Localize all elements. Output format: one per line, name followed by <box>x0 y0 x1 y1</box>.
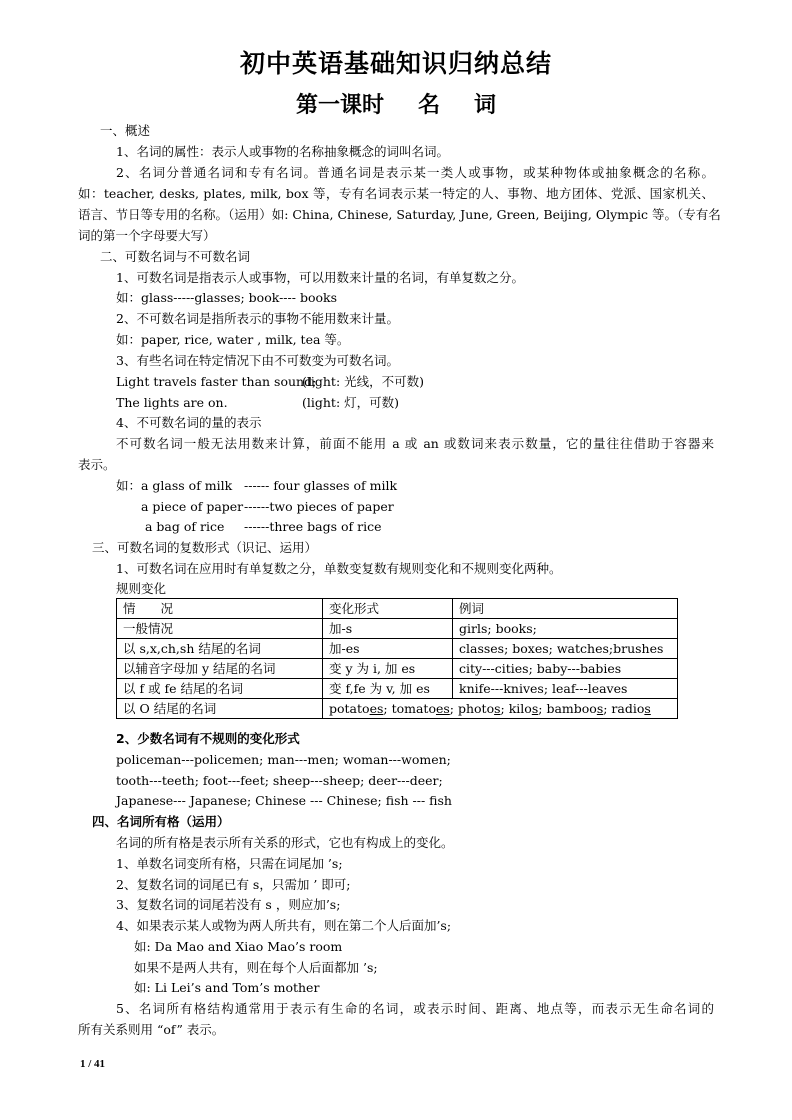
example-line: a bag of rice <box>145 519 225 534</box>
paragraph-line: 1、可数名词在应用时有单复数之分，单数变复数有规则变化和不规则变化两种。 <box>116 561 562 576</box>
example-line: 如：glass-----glasses; book---- books <box>116 290 337 305</box>
example-separator: ; <box>538 701 547 716</box>
example-word-suffix: s <box>644 701 651 716</box>
example-line: ------ four glasses of milk <box>244 478 398 493</box>
paragraph-line: 1、名词的属性：表示人或事物的名称抽象概念的词叫名词。 <box>116 144 449 159</box>
table-cell: city---cities; baby---babies <box>453 659 678 679</box>
table-row <box>117 679 678 699</box>
paragraph-line: 如：teacher, desks, plates, milk, box 等，专有名词表示某一特定的人、事物、地方团体、党派、国家机关、 <box>78 186 714 201</box>
example-word-suffix: es <box>435 701 450 716</box>
paragraph-line: 名词的所有格是表示所有关系的形式，它也有构成上的变化。 <box>116 835 454 850</box>
table-cell: 变 f,fe 为 v, 加 es <box>323 679 453 699</box>
table-row <box>117 619 678 639</box>
lesson-word-1: 名 <box>417 93 440 118</box>
table-cell: classes; boxes; watches;brushes <box>453 639 678 659</box>
example-line: 如：a glass of milk <box>116 478 233 493</box>
table-cell: 一般情况 <box>117 619 323 639</box>
table-cell: girls; books; <box>453 619 678 639</box>
paragraph-line: 1、单数名词变所有格，只需在词尾加 ’s; <box>116 856 343 871</box>
table-cell-o-examples <box>323 699 678 719</box>
section-heading-4: 四、名词所有格（运用） <box>92 814 230 829</box>
paragraph-line: 语言、节日等专用的名称。（运用）如: China, Chinese, Saturday, June, Green, Beijing, Olympic 等。（专有名 <box>78 207 721 222</box>
example-line: ------three bags of rice <box>244 519 382 534</box>
table-cell: 以 s,x,ch,sh 结尾的名词 <box>117 639 323 659</box>
document-title: 初中英语基础知识归纳总结 <box>239 49 552 78</box>
paragraph-line: 表示。 <box>78 457 116 472</box>
example-line: The lights are on. <box>116 395 228 410</box>
section-heading-1: 一、概述 <box>100 123 151 138</box>
example-line: Japanese--- Japanese; Chinese --- Chinese; fish --- fish <box>116 793 452 808</box>
table-header-cell: 情 况 <box>117 599 323 619</box>
example-word-suffix: s <box>494 701 501 716</box>
example-note: (light: 光线，不可数) <box>302 374 425 389</box>
plural-rules-table <box>116 598 678 719</box>
table-row <box>117 699 678 719</box>
paragraph-line: 3、复数名词的词尾若没有 s ，则应加’s; <box>116 897 341 912</box>
table-header-cell: 变化形式 <box>323 599 453 619</box>
example-word-stem: photo <box>457 701 495 716</box>
table-caption: 规则变化 <box>116 581 167 596</box>
lesson-title <box>0 88 792 119</box>
paragraph-line: 2、复数名词的词尾已有 s，只需加 ’ 即可; <box>116 877 351 892</box>
lesson-label: 第一课时 <box>295 93 384 118</box>
paragraph-line: 5、名词所有格结构通常用于表示有生命的名词，或表示时间、距离、地点等，而表示无生命名词的 <box>116 1001 714 1016</box>
table-cell: 以辅音字母加 y 结尾的名词 <box>117 659 323 679</box>
subheading-irregular: 2、少数名词有不规则的变化形式 <box>116 731 300 746</box>
paragraph-line: 词的第一个字母要大写） <box>78 228 216 243</box>
table-row <box>117 639 678 659</box>
example-word-suffix: s <box>531 701 539 716</box>
page-number: 1 / 41 <box>80 1058 106 1070</box>
example-separator: ; <box>383 701 392 716</box>
table-header-row <box>117 599 678 619</box>
paragraph-line: 不可数名词一般无法用数来计算，前面不能用 a 或 an 或数词来表示数量，它的量往往借助于容器来 <box>116 436 714 451</box>
example-line: policeman---policemen; man---men; woman---women; <box>116 752 451 767</box>
example-word-stem: radio <box>611 701 645 716</box>
paragraph-line: 如果不是两人共有，则在每个人后面都加 ’s; <box>134 960 378 975</box>
table-cell: 以 O 结尾的名词 <box>117 699 323 719</box>
example-word-stem: potato <box>329 701 370 716</box>
paragraph-line: 2、不可数名词是指所表示的事物不能用数来计量。 <box>116 311 399 326</box>
paragraph-line: 所有关系则用 “of” 表示。 <box>78 1022 225 1037</box>
example-word-suffix: es <box>369 701 384 716</box>
example-line: 如：paper, rice, water , milk, tea 等。 <box>116 332 350 347</box>
example-word-stem: bamboo <box>546 701 597 716</box>
example-note: (light: 灯，可数) <box>302 395 400 410</box>
example-word-stem: tomato <box>391 701 436 716</box>
paragraph-line: 3、有些名词在特定情况下由不可数变为可数名词。 <box>116 353 399 368</box>
table-cell: 变 y 为 i, 加 es <box>323 659 453 679</box>
section-heading-2: 二、可数名词与不可数名词 <box>100 249 251 264</box>
example-separator: ; <box>449 701 458 716</box>
example-line: ------two pieces of paper <box>244 499 394 514</box>
paragraph-line: 4、如果表示某人或物为两人所共有，则在第二个人后面加’s; <box>116 918 452 933</box>
example-line: tooth---teeth; foot---feet; sheep---sheep; deer---deer; <box>116 773 443 788</box>
table-header-cell: 例词 <box>453 599 678 619</box>
section-heading-3: 三、可数名词的复数形式（识记、运用） <box>92 540 318 555</box>
table-cell: 加-s <box>323 619 453 639</box>
table-cell: 加-es <box>323 639 453 659</box>
paragraph-line: 4、不可数名词的量的表示 <box>116 415 262 430</box>
example-line: 如: Li Lei’s and Tom’s mother <box>134 980 320 995</box>
table-row <box>117 659 678 679</box>
table-cell: 以 f 或 fe 结尾的名词 <box>117 679 323 699</box>
example-line: 如: Da Mao and Xiao Mao’s room <box>134 939 343 954</box>
example-separator: ; <box>603 701 612 716</box>
example-line: Light travels faster than sound; <box>116 374 317 389</box>
example-line: a piece of paper <box>141 499 244 514</box>
paragraph-line: 2、名词分普通名词和专有名词。普通名词是表示某一类人或事物，或某种物体或抽象概念的名称。 <box>116 165 714 180</box>
example-word-stem: kilo <box>508 701 532 716</box>
lesson-word-2: 词 <box>474 93 497 118</box>
example-separator: ; <box>500 701 509 716</box>
table-cell: knife---knives; leaf---leaves <box>453 679 678 699</box>
example-word-suffix: s <box>596 701 604 716</box>
paragraph-line: 1、可数名词是指表示人或事物，可以用数来计量的名词，有单复数之分。 <box>116 270 524 285</box>
